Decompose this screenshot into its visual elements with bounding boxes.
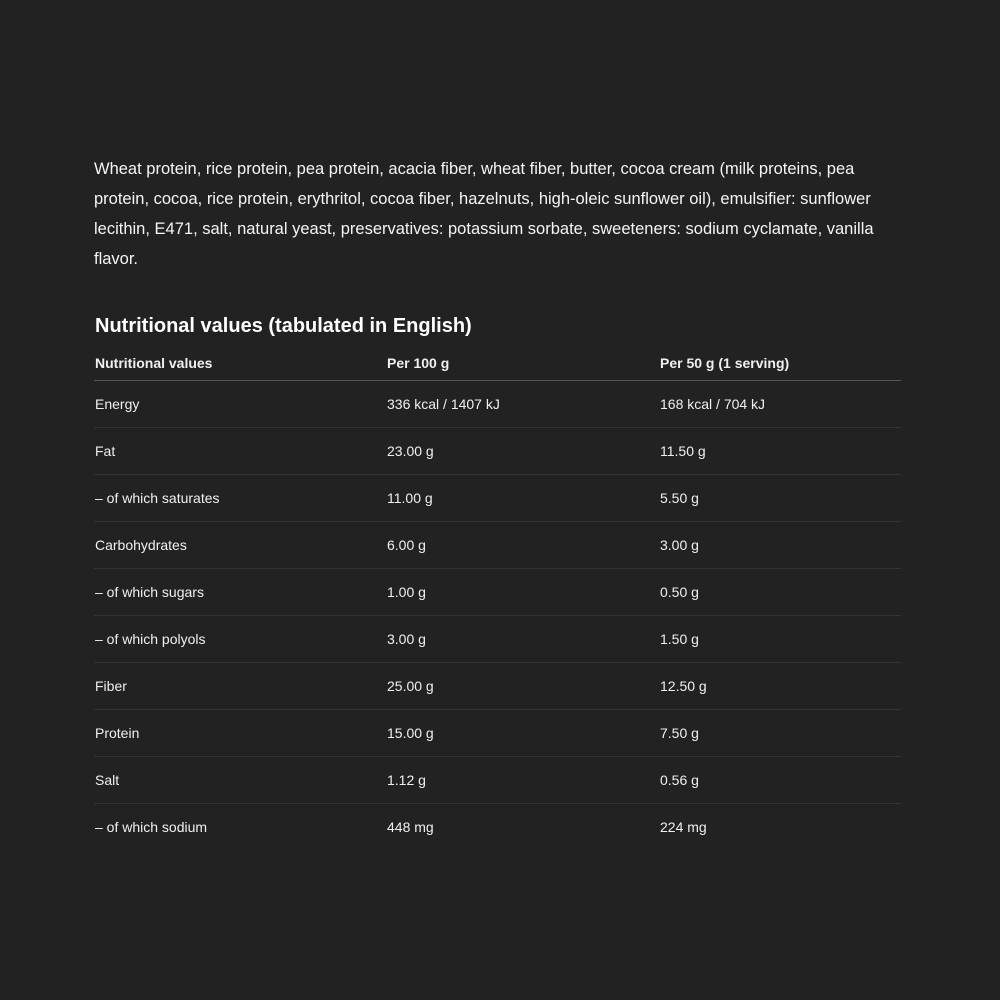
value-per-50g: 11.50 g (659, 428, 901, 475)
value-per-100g: 6.00 g (386, 522, 659, 569)
value-per-100g: 15.00 g (386, 710, 659, 757)
product-info (94, 154, 902, 850)
table-row (94, 616, 901, 663)
value-per-50g: 0.56 g (659, 757, 901, 804)
table-row (94, 757, 901, 804)
nutrient-name: – of which polyols (94, 616, 386, 663)
value-per-100g: 25.00 g (386, 663, 659, 710)
nutrient-name: Energy (94, 381, 386, 428)
value-per-100g: 3.00 g (386, 616, 659, 663)
header-per-100g: Per 100 g (386, 346, 659, 381)
nutrition-table (94, 346, 901, 850)
table-header-row (94, 346, 901, 381)
nutrient-name: – of which sodium (95, 819, 208, 835)
value-per-100g: 1.12 g (386, 757, 659, 804)
table-row (94, 475, 901, 522)
value-per-100g: 11.00 g (386, 475, 659, 522)
table-row (94, 663, 901, 710)
value-per-100g: 336 kcal / 1407 kJ (386, 381, 659, 428)
header-nutritional-values: Nutritional values (94, 346, 386, 381)
ingredients-text: Wheat protein, rice protein, pea protein, acacia fiber, wheat fiber, butter, cocoa cream (milk proteins, pea protein, cocoa, rice protein, erythritol, cocoa fiber, hazelnuts, high-oleic sunflower oil), emulsifier: sunflower lecithin, E471, salt, natural yeast, preservatives: potassium sorbate, sweeteners: sodium cyclamate, vanilla flavor. (94, 160, 874, 268)
nutrient-name: Fat (94, 428, 386, 475)
nutrient-name: Carbohydrates (94, 522, 386, 569)
table-row (94, 522, 901, 569)
nutrient-name: – of which saturates (94, 475, 386, 522)
value-per-100g: 23.00 g (386, 428, 659, 475)
table-row (94, 428, 901, 475)
value-per-100g: 1.00 g (386, 569, 659, 616)
nutrient-name: Fiber (94, 663, 386, 710)
value-per-50g: 5.50 g (659, 475, 901, 522)
table-row (94, 569, 901, 616)
value-per-50g: 1.50 g (659, 616, 901, 663)
value-per-50g: 12.50 g (659, 663, 901, 710)
value-per-50g: 168 kcal / 704 kJ (659, 381, 901, 428)
table-row (94, 804, 901, 851)
nutrient-name: – of which sugars (94, 569, 386, 616)
nutrient-name: Salt (94, 757, 386, 804)
header-per-50g: Per 50 g (1 serving) (659, 346, 901, 381)
value-per-50g: 3.00 g (659, 522, 901, 569)
value-per-100g: 448 mg (387, 819, 434, 835)
table-row (94, 381, 901, 428)
nutrient-name: Protein (94, 710, 386, 757)
value-per-50g: 7.50 g (659, 710, 901, 757)
nutrition-table-title: Nutritional values (tabulated in English) (95, 315, 472, 337)
value-per-50g: 224 mg (660, 819, 707, 835)
value-per-50g: 0.50 g (659, 569, 901, 616)
table-row (94, 710, 901, 757)
